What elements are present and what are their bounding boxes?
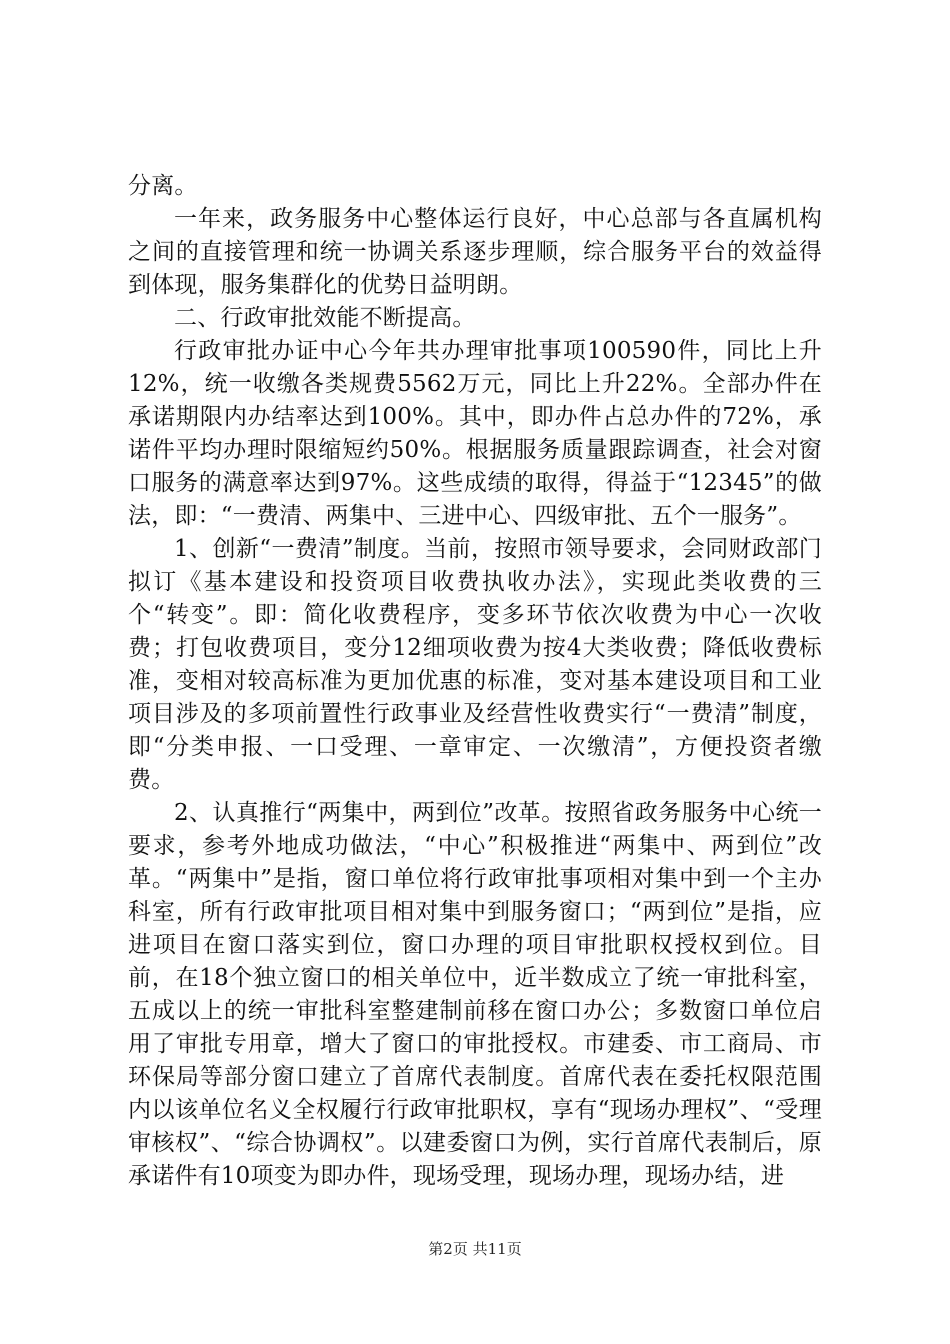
page-footer: 第2页 共11页 [428, 1240, 522, 1258]
paragraph-continuation: 分离。 [128, 173, 198, 199]
paragraph-overview: 一年来，政务服务中心整体运行良好，中心总部与各直属机构之间的直接管理和统一协调关系逐步理顺，综合服务平台的效益得到体现，服务集群化的优势日益明朗。 [128, 206, 822, 298]
section-heading: 二、行政审批效能不断提高。 [174, 305, 476, 331]
document-body [128, 170, 822, 1193]
paragraph-reform: 2、认真推行“两集中，两到位”改革。按照省政务服务中心统一要求，参考外地成功做法，“中心”积极推进“两集中、两到位”改革。“两集中”是指，窗口单位将行政审批事项相对集中到一个主办科室，所有行政审批项目相对集中到服务窗口；“两到位”是指，应进项目在窗口落实到位，窗口办理的项目审批职权授权到位。目前，在18个独立窗口的相关单位中，近半数成立了统一审批科室，五成以上的统一审批科室整建制前移在窗口办公；多数窗口单位启用了审批专用章，增大了窗口的审批授权。市建委、市工商局、市环保局等部分窗口建立了首席代表制度。首席代表在委托权限范围内以该单位名义全权履行行政审批职权，享有“现场办理权”、“受理审核权”、“综合协调权”。以建委窗口为例，实行首席代表制后，原承诺件有10项变为即办件，现场受理，现场办理，现场办结，进 [128, 800, 822, 1189]
paragraph-statistics: 行政审批办证中心今年共办理审批事项100590件，同比上升12%，统一收缴各类规费5562万元，同比上升22%。全部办件在承诺期限内办结率达到100%。其中，即办件占总办件的72%，承诺件平均办理时限缩短约50%。根据服务质量跟踪调查，社会对窗口服务的满意率达到97%。这些成绩的取得，得益于“12345”的做法，即：“一费清、两集中、三进中心、四级审批、五个一服务”。 [128, 338, 822, 529]
paragraph-fee-system: 1、创新“一费清”制度。当前，按照市领导要求，会同财政部门拟订《基本建设和投资项目收费执收办法》，实现此类收费的三个“转变”。即：简化收费程序，变多环节依次收费为中心一次收费；打包收费项目，变分12细项收费为按4大类收费；降低收费标准，变相对较高标准为更加优惠的标准，变对基本建设项目和工业项目涉及的多项前置性行政事业及经营性收费实行“一费清”制度，即“分类申报、一口受理、一章审定、一次缴清”，方便投资者缴费。 [128, 536, 822, 793]
